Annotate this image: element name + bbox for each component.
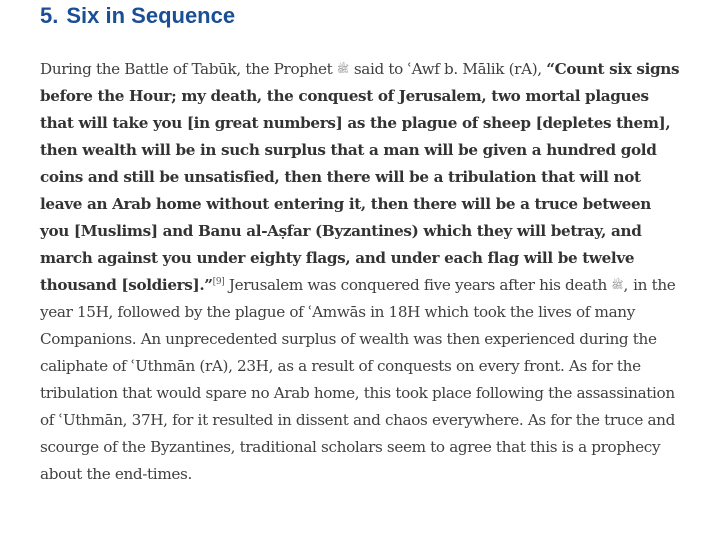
section-title: Six in Sequence xyxy=(66,3,236,28)
commentary-text-2: , in the year 15H, followed by the plague of ʿAmwās in 18H which took the lives of many Companions. An unprecedented surplus of wealth was then experienced during the caliphate of ʿUthmān (rA), 23H, as a result of conquests on every front. As for the tribulation that would spare no Arab home, this took place following the assassination of ʿUthmān, 37H, for it resulted in dissent and chaos everywhere. As for the truce and scourge of the Byzantines, traditional scholars seem to agree that this is a prophecy about the end-times. xyxy=(40,276,676,483)
intro-text: During the Battle of Tabūk, the Prophet xyxy=(40,60,337,78)
section-number: 5. xyxy=(40,3,59,28)
intro-text-2: said to ʿAwf b. Mālik (rA), xyxy=(349,60,547,78)
honorific-icon: ﷺ xyxy=(611,280,624,291)
honorific-icon: ﷺ xyxy=(336,64,349,75)
commentary-text: Jerusalem was conquered five years after his death xyxy=(224,276,612,294)
section-heading xyxy=(40,0,235,32)
footnote-link[interactable]: [9] xyxy=(212,276,225,287)
article-paragraph xyxy=(40,56,680,488)
footnote-ref[interactable] xyxy=(213,277,225,287)
hadith-quote: “Count six signs before the Hour; my death, the conquest of Jerusalem, two mortal plagues that will take you [in great numbers] as the plague of sheep [depletes them], then wealth will be in such surplus that a man will be given a hundred gold coins and still be unsatisfied, then there will be a tribulation that will not leave an Arab home without entering it, then there will be a truce between you [Muslims] and Banu al-Aṣfar (Byzantines) which they will betray, and march against you under eighty flags, and under each flag will be twelve thousand [soldiers].” xyxy=(40,60,680,294)
